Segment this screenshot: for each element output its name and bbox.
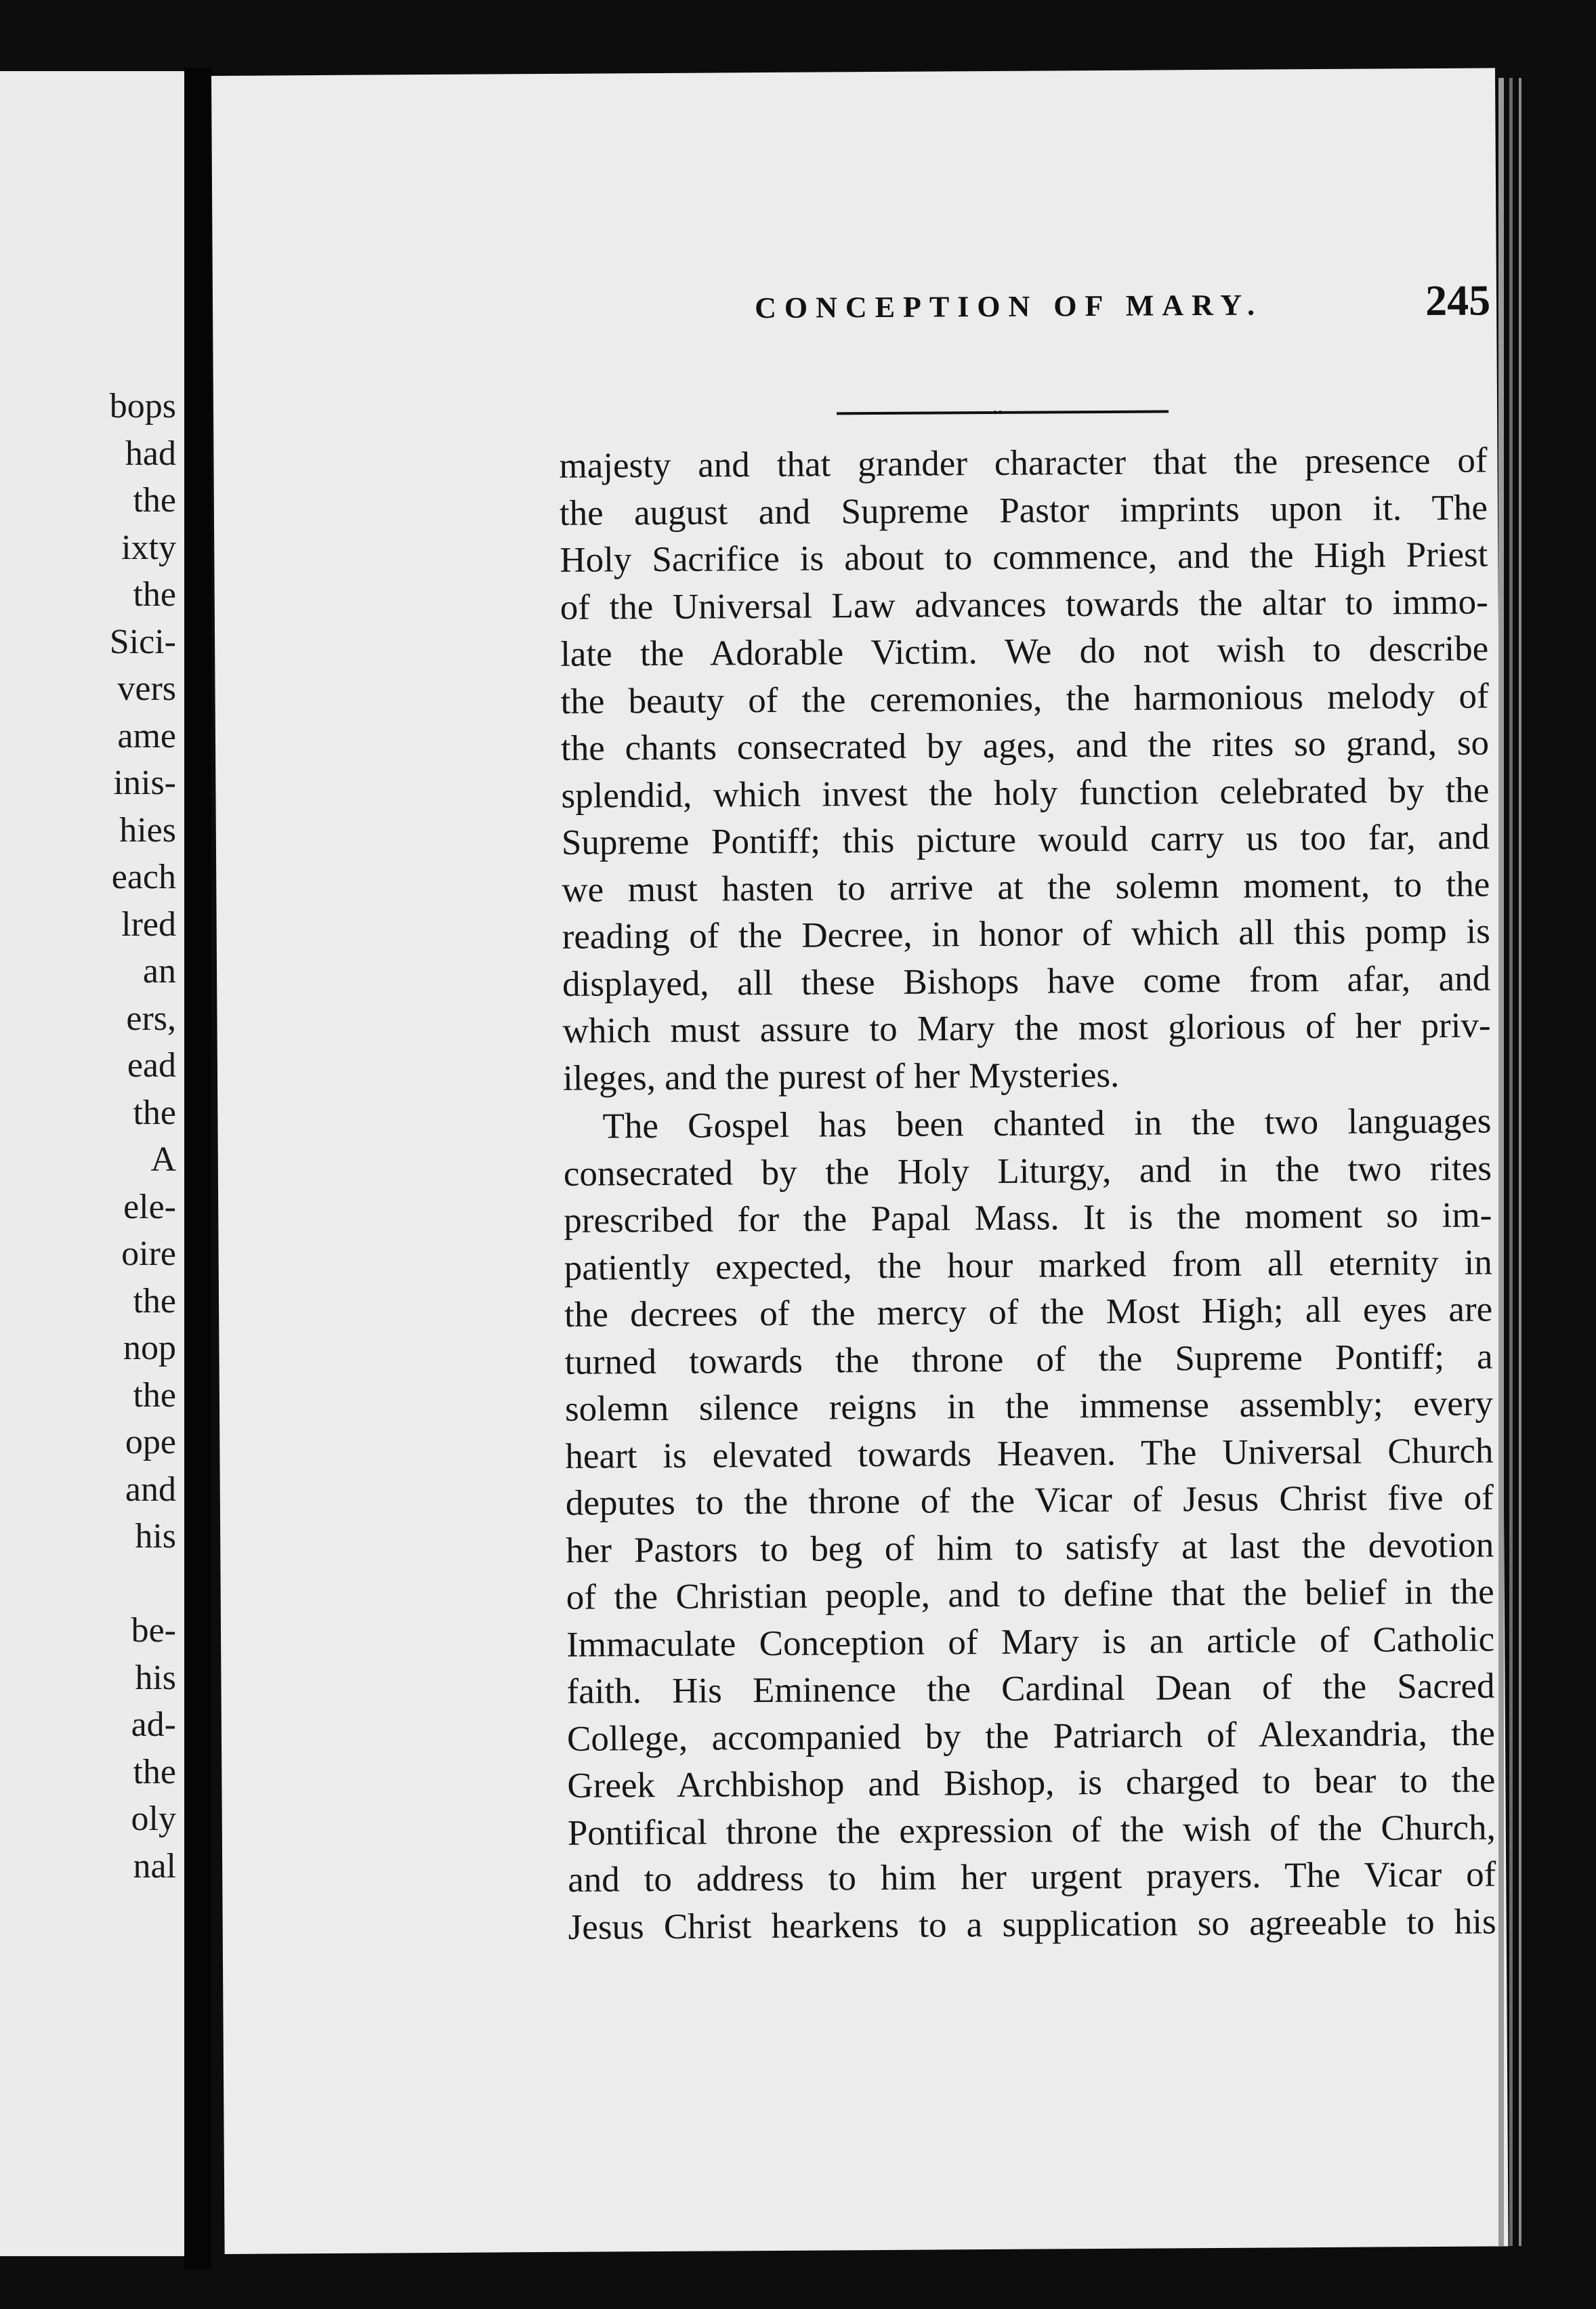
text-line: majesty and that grander character that the presence of [559,440,1488,486]
left-page-fragment: the [133,1752,176,1791]
running-head [545,272,1494,421]
text-line: faith. His Eminence the Cardinal Dean of the Sacred [566,1666,1495,1711]
left-page-fragment: be- [131,1611,176,1650]
left-page-fragment: oire [121,1234,176,1273]
text-line: Holy Sacrifice is about to commence, and the High Priest [560,535,1488,580]
left-page-fragment: hies [119,810,176,850]
left-page-fragment: his [135,1658,176,1697]
text-line: we must hasten to arrive at the solemn moment, to the [562,864,1490,910]
left-page-fragment: lred [121,904,176,944]
text-line: displayed, all these Bishops have come from afar, and [562,958,1491,1004]
text-line: Immaculate Conception of Mary is an article of Catholic [566,1619,1495,1665]
left-page-fragment: had [125,434,176,473]
text-line: Jesus Christ hearkens to a supplication so agreeable to his [568,1901,1496,1947]
text-line: Greek Archbishop and Bishop, is charged to bear to the [567,1760,1496,1806]
text-line: consecrated by the Holy Liturgy, and in the two rites [563,1148,1492,1194]
paragraph-1 [559,438,1491,1102]
left-page-fragment: nal [133,1846,176,1886]
text-line: turned towards the throne of the Supreme Pontiff; a [564,1336,1493,1382]
text-line: of the Christian people, and to define that the belief in the [566,1572,1494,1617]
left-page-fragment: Sici- [109,622,176,661]
left-page-fragment: each [111,858,176,896]
left-page-fragment: ele- [123,1187,176,1226]
left-page-fragment: and [125,1470,176,1509]
left-page-fragment: ead [127,1046,176,1085]
text-line: late the Adorable Victim. We do not wish to describe [560,629,1489,674]
left-page-fragment: his [135,1517,176,1556]
left-page-fragment: the [133,1375,176,1415]
text-line: deputes to the throne of the Vicar of Jesus Christ five of [565,1478,1494,1523]
page-number: 245 [1425,276,1491,325]
paragraph-2 [563,1098,1496,1951]
text-line: prescribed for the Papal Mass. It is the moment so im- [564,1195,1492,1241]
left-page-fragment: the [133,481,176,520]
text-line: Supreme Pontiff; this picture would carry us too far, and [561,817,1490,862]
text-line: ileges, and the purest of her Mysteries. [562,1055,1120,1098]
text-line: College, accompanied by the Patriarch of Alexandria, the [566,1713,1496,1759]
text-line: of the Universal Law advances towards the altar to immo- [560,582,1488,627]
text-line: solemn silence reigns in the immense assembly; every [564,1384,1494,1429]
left-page-fragment: nop [123,1329,176,1367]
page-gutter [184,68,211,2270]
text-line: Pontifical throne the expression of the wish of the Church, [567,1807,1496,1853]
left-page-fragment: ad- [131,1705,176,1744]
right-page [211,68,1509,2254]
left-page-fragment [0,1560,176,1608]
body-text [559,438,1496,1951]
left-page-fragment: the [133,575,176,614]
left-page-fragment: ame [117,716,176,755]
left-page [0,71,184,2256]
text-line: heart is elevated towards Heaven. The Universal Church [565,1430,1494,1476]
text-line: the chants consecrated by ages, and the rites so grand, so [560,723,1490,768]
text-line: patiently expected, the hour marked from all eternity in [564,1242,1492,1288]
fore-edge [1498,78,1504,2246]
text-line: the august and Supreme Pastor imprints upon it. The [559,488,1488,533]
left-page-fragment: oly [131,1800,176,1838]
running-title: CONCEPTION OF MARY. [754,288,1263,325]
text-line: reading of the Decree, in honor of which all this pomp is [562,911,1490,957]
left-page-fragment: an [142,952,176,991]
text-line: her Pastors to beg of him to satisfy at last the devotion [566,1524,1494,1570]
left-page-fragment: vers [117,669,176,708]
text-line: splendid, which invest the holy function celebrated by the [561,770,1490,816]
left-page-fragment: inis- [113,764,176,802]
left-page-fragment: the [133,1281,176,1320]
left-page-fragment: ope [125,1423,176,1461]
left-page-fragment: ixty [121,528,176,567]
fore-edge [1519,78,1521,2246]
left-page-fragment: A [150,1140,176,1179]
left-page-fragment: bops [109,387,176,425]
left-page-fragment: ers, [126,999,176,1038]
text-line: the beauty of the ceremonies, the harmonious melody of [560,675,1489,722]
text-line: The Gospel has been chanted in the two languages [602,1101,1492,1146]
header-ornament: •• [992,403,1003,421]
left-page-fragment: the [133,1093,176,1132]
text-line: and to address to him her urgent prayers. The Vicar of [568,1854,1496,1900]
text-line: the decrees of the mercy of the Most High; all eyes are [564,1289,1493,1335]
fore-edge [1509,78,1513,2246]
text-line: which must assure to Mary the most glorious of her priv- [562,1005,1491,1051]
